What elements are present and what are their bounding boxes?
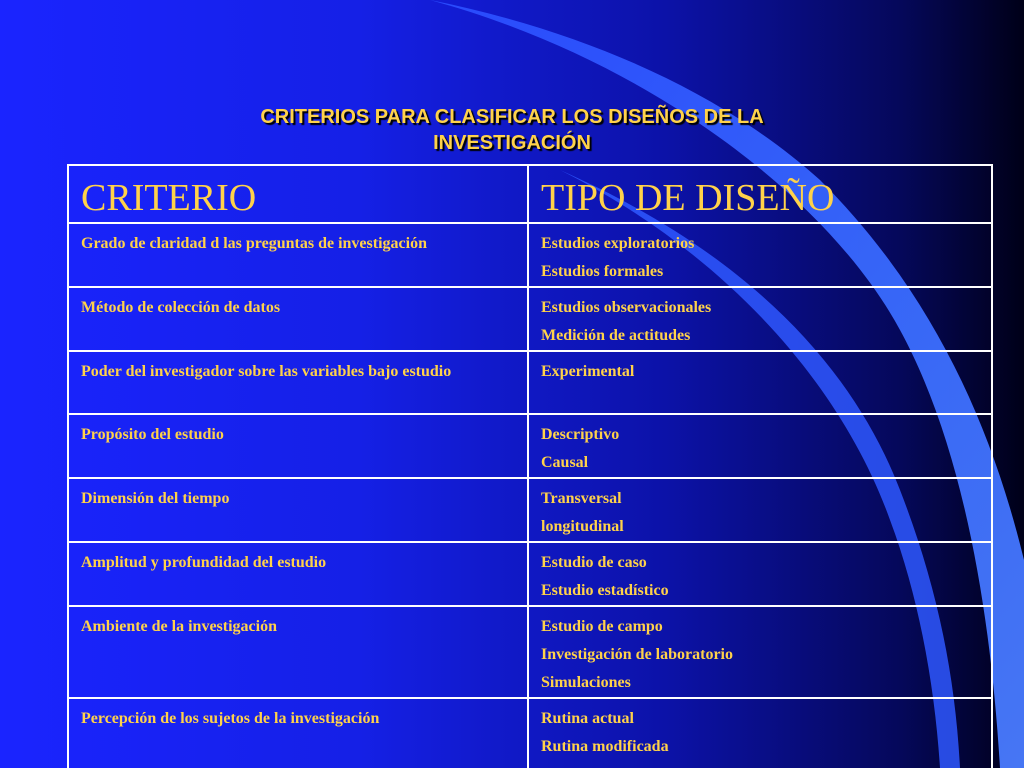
table-row [68, 223, 992, 287]
design-type: Estudios exploratorios [541, 235, 695, 252]
criterion-text: Grado de claridad d las preguntas de investigación [81, 235, 427, 252]
design-type-cell [528, 606, 992, 698]
table-header-row [68, 165, 992, 223]
design-type: Rutina modificada [541, 738, 669, 755]
criterion-cell [68, 542, 528, 606]
design-type: Medición de actitudes [541, 327, 691, 344]
design-type-cell [528, 223, 992, 287]
table-row [68, 542, 992, 606]
design-type: Causal [541, 454, 589, 471]
criteria-table [67, 164, 993, 768]
header-tipo-de-diseno: TIPO DE DISEÑO [528, 165, 992, 223]
design-type: Estudio de caso [541, 554, 647, 571]
design-type: Transversal [541, 490, 622, 507]
title-line-2: INVESTIGACIÓN [433, 132, 591, 154]
table-row [68, 414, 992, 478]
design-type: Estudio estadístico [541, 582, 669, 599]
criterion-cell [68, 606, 528, 698]
criterion-cell [68, 414, 528, 478]
design-type-cell [528, 542, 992, 606]
criterion-text: Ambiente de la investigación [81, 618, 277, 635]
design-type-cell [528, 287, 992, 351]
criterion-text: Amplitud y profundidad del estudio [81, 554, 327, 571]
design-type-cell [528, 478, 992, 542]
criterion-text: Propósito del estudio [81, 426, 224, 443]
design-type: Estudio de campo [541, 618, 663, 635]
criterion-text: Método de colección de datos [81, 299, 281, 316]
design-type-cell [528, 414, 992, 478]
criterion-text: Dimensión del tiempo [81, 490, 230, 507]
table-row [68, 287, 992, 351]
criterion-cell [68, 478, 528, 542]
criterion-cell [68, 351, 528, 414]
criterion-cell [68, 698, 528, 768]
design-type: Estudios observacionales [541, 299, 712, 316]
design-type: Rutina actual [541, 710, 634, 727]
design-type: Simulaciones [541, 674, 631, 691]
table-row [68, 478, 992, 542]
title-line-1: CRITERIOS PARA CLASIFICAR LOS DISEÑOS DE LA [260, 106, 764, 128]
header-criterio: CRITERIO [68, 165, 528, 223]
design-type-cell [528, 351, 992, 414]
design-type-cell [528, 698, 992, 768]
table-row [68, 606, 992, 698]
slide-title [150, 104, 874, 156]
table-row [68, 698, 992, 768]
design-type: Estudios formales [541, 263, 664, 280]
design-type: Experimental [541, 363, 635, 380]
criterion-cell [68, 287, 528, 351]
table-row [68, 351, 992, 414]
criterion-text: Poder del investigador sobre las variables bajo estudio [81, 363, 452, 380]
design-type: longitudinal [541, 518, 624, 535]
design-type: Descriptivo [541, 426, 620, 443]
criterion-cell [68, 223, 528, 287]
design-type: Investigación de laboratorio [541, 646, 733, 663]
criterion-text: Percepción de los sujetos de la investigación [81, 710, 380, 727]
